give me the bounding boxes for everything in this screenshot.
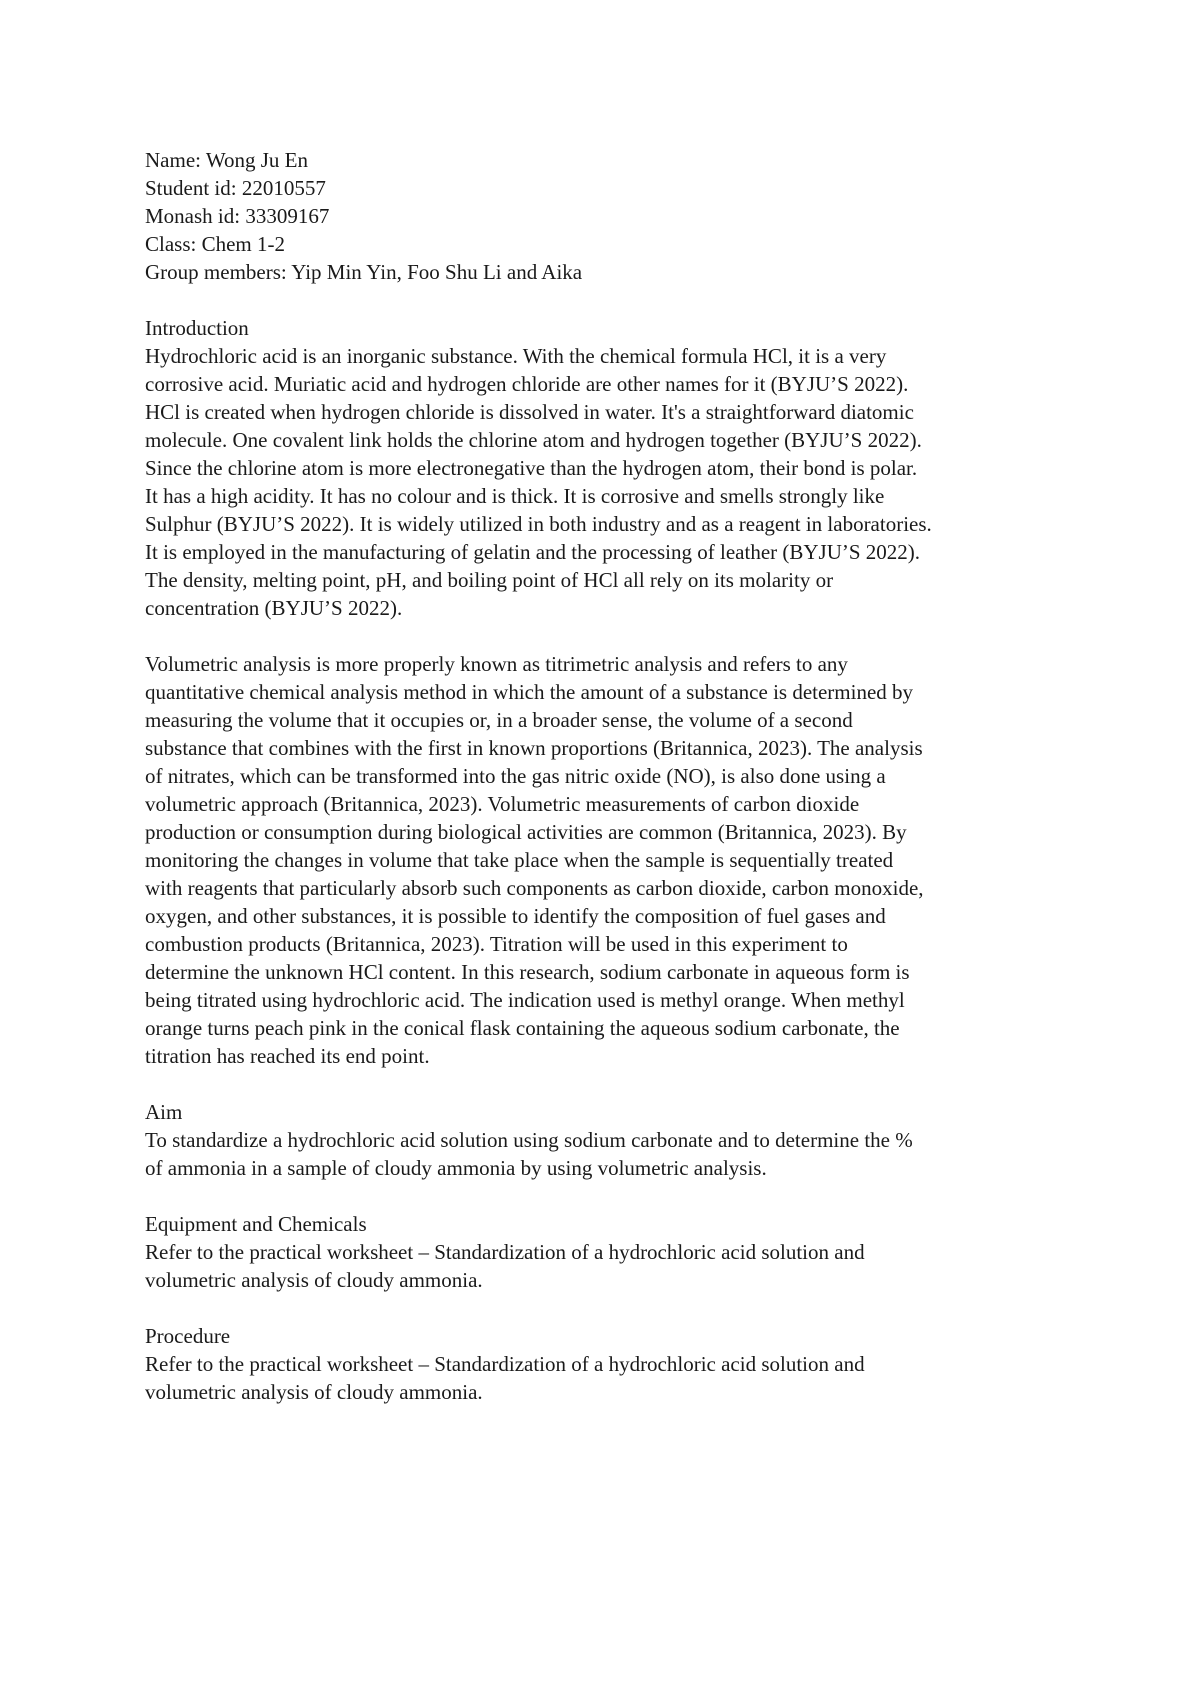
paragraph-line: determine the unknown HCl content. In this research, sodium carbonate in aqueous form is (145, 960, 910, 984)
paragraph-line: HCl is created when hydrogen chloride is dissolved in water. It's a straightforward diatomic (145, 400, 914, 424)
procedure-section (145, 1322, 1065, 1406)
paragraph-line: combustion products (Britannica, 2023). Titration will be used in this experiment to (145, 932, 848, 956)
introduction-heading: Introduction (145, 316, 249, 340)
paragraph-line: volumetric approach (Britannica, 2023). Volumetric measurements of carbon dioxide (145, 792, 860, 816)
paragraph-line: being titrated using hydrochloric acid. The indication used is methyl orange. When methyl (145, 988, 905, 1012)
paragraph-line: The density, melting point, pH, and boiling point of HCl all rely on its molarity or (145, 568, 834, 592)
paragraph-line: volumetric analysis of cloudy ammonia. (145, 1268, 483, 1292)
paragraph-line: monitoring the changes in volume that take place when the sample is sequentially treated (145, 848, 894, 872)
student-id: Student id: 22010557 (145, 176, 326, 200)
group-members: Group members: Yip Min Yin, Foo Shu Li and Aika (145, 260, 583, 284)
paragraph-line: To standardize a hydrochloric acid solution using sodium carbonate and to determine the % (145, 1128, 913, 1152)
spacer (145, 1182, 1065, 1210)
paragraph-line: Since the chlorine atom is more electronegative than the hydrogen atom, their bond is polar. (145, 456, 918, 480)
monash-id: Monash id: 33309167 (145, 204, 330, 228)
paragraph-line: concentration (BYJU’S 2022). (145, 596, 403, 620)
paragraph-line: with reagents that particularly absorb such components as carbon dioxide, carbon monoxide, (145, 876, 924, 900)
paragraph-line: substance that combines with the first in known proportions (Britannica, 2023). The analysis (145, 736, 923, 760)
paragraph-line: of nitrates, which can be transformed into the gas nitric oxide (NO), is also done using a (145, 764, 886, 788)
paragraph-line: Refer to the practical worksheet – Standardization of a hydrochloric acid solution and (145, 1352, 865, 1376)
paragraph-line: It has a high acidity. It has no colour and is thick. It is corrosive and smells strongly like (145, 484, 885, 508)
paragraph-line: Refer to the practical worksheet – Standardization of a hydrochloric acid solution and (145, 1240, 865, 1264)
procedure-heading: Procedure (145, 1324, 231, 1348)
paragraph-line: Volumetric analysis is more properly known as titrimetric analysis and refers to any (145, 652, 848, 676)
equipment-section (145, 1210, 1065, 1294)
introduction-paragraph-1 (145, 342, 1065, 622)
student-name: Name: Wong Ju En (145, 148, 308, 172)
paragraph-line: Hydrochloric acid is an inorganic substance. With the chemical formula HCl, it is a very (145, 344, 887, 368)
paragraph-line: It is employed in the manufacturing of gelatin and the processing of leather (BYJU’S 2022). (145, 540, 921, 564)
introduction-paragraph-2 (145, 650, 1065, 1070)
equipment-heading: Equipment and Chemicals (145, 1212, 367, 1236)
aim-section (145, 1098, 1065, 1182)
spacer (145, 1070, 1065, 1098)
spacer (145, 622, 1065, 650)
paragraph-line: production or consumption during biological activities are common (Britannica, 2023). By (145, 820, 907, 844)
paragraph-line: oxygen, and other substances, it is possible to identify the composition of fuel gases and (145, 904, 886, 928)
document-body (145, 146, 1065, 1406)
spacer (145, 1294, 1065, 1322)
aim-heading: Aim (145, 1100, 183, 1124)
paragraph-line: measuring the volume that it occupies or, in a broader sense, the volume of a second (145, 708, 853, 732)
paragraph-line: orange turns peach pink in the conical flask containing the aqueous sodium carbonate, the (145, 1016, 900, 1040)
spacer (145, 286, 1065, 314)
class-info: Class: Chem 1-2 (145, 232, 285, 256)
paragraph-line: quantitative chemical analysis method in which the amount of a substance is determined by (145, 680, 914, 704)
paragraph-line: Sulphur (BYJU’S 2022). It is widely utilized in both industry and as a reagent in laboratories. (145, 512, 932, 536)
introduction-section (145, 314, 1065, 1070)
paragraph-line: corrosive acid. Muriatic acid and hydrogen chloride are other names for it (BYJU’S 2022). (145, 372, 909, 396)
paragraph-line: volumetric analysis of cloudy ammonia. (145, 1380, 483, 1404)
paragraph-line: molecule. One covalent link holds the chlorine atom and hydrogen together (BYJU’S 2022). (145, 428, 922, 452)
student-info-block (145, 146, 1065, 286)
paragraph-line: of ammonia in a sample of cloudy ammonia by using volumetric analysis. (145, 1156, 767, 1180)
paragraph-line: titration has reached its end point. (145, 1044, 430, 1068)
